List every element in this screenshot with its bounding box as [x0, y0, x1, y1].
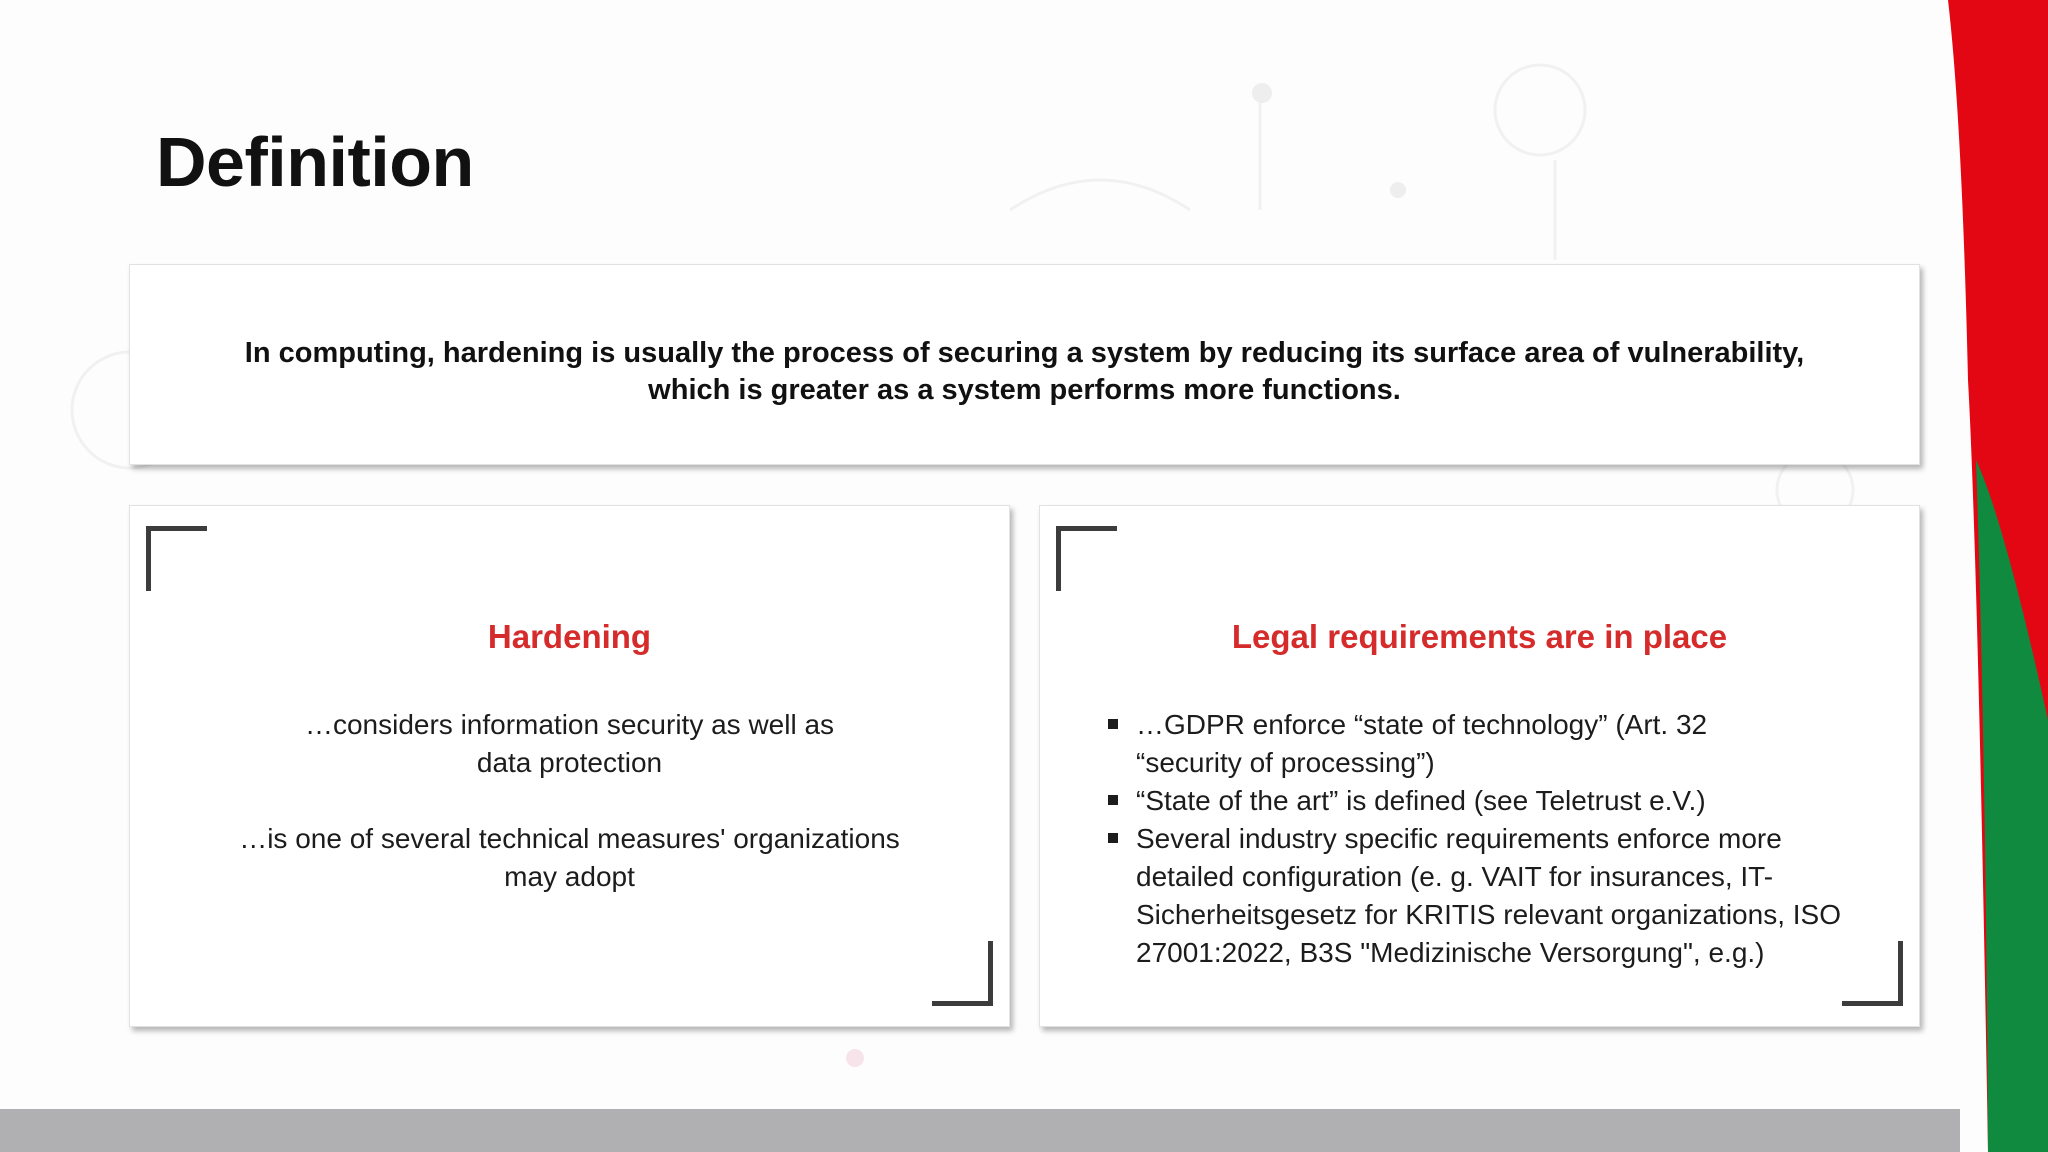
- bullet-item: [1108, 782, 1879, 820]
- text-line: may adopt: [504, 861, 635, 892]
- corner-bracket-top-left: [146, 526, 207, 591]
- corner-bracket-bottom-right: [932, 941, 993, 1006]
- text-line: “security of processing”): [1136, 747, 1435, 778]
- legal-requirements-card: [1039, 505, 1920, 1027]
- bullet-item: [1108, 706, 1879, 782]
- text-line: …is one of several technical measures' organizations: [239, 823, 900, 854]
- text-line: 27001:2022, B3S "Medizinische Versorgung", e.g.): [1136, 937, 1765, 968]
- text-line: “State of the art” is defined (see Teletrust e.V.): [1136, 785, 1706, 816]
- text-line: …GDPR enforce “state of technology” (Art. 32: [1136, 709, 1708, 740]
- definition-line: which is greater as a system performs more functions.: [648, 374, 1401, 406]
- definition-box: [129, 264, 1920, 465]
- bullet-list: [1108, 706, 1879, 972]
- red-green-side-decoration: [1948, 0, 2048, 1152]
- corner-bracket-top-left: [1056, 526, 1117, 591]
- text-line: detailed configuration (e. g. VAIT for insurances, IT-: [1136, 861, 1774, 892]
- text-line: Sicherheitsgesetz for KRITIS relevant organizations, ISO: [1136, 899, 1841, 930]
- card-title: Legal requirements are in place: [1231, 618, 1728, 655]
- hardening-card: [129, 505, 1010, 1027]
- definition-line: In computing, hardening is usually the process of securing a system by reducing its surface area of vulnerability,: [244, 337, 1805, 369]
- card-title: Hardening: [487, 618, 652, 655]
- text-line: …considers information security as well as: [304, 709, 835, 740]
- text-line: Several industry specific requirements enforce more: [1136, 823, 1782, 854]
- slide-title: Definition: [156, 123, 474, 201]
- definition-text: [170, 335, 1879, 409]
- paragraph: [190, 706, 949, 782]
- hardening-description: [190, 706, 949, 934]
- bullet-item: [1108, 820, 1879, 972]
- text-line: data protection: [476, 747, 663, 778]
- paragraph: [190, 820, 949, 896]
- footer-bar: [0, 1109, 1960, 1152]
